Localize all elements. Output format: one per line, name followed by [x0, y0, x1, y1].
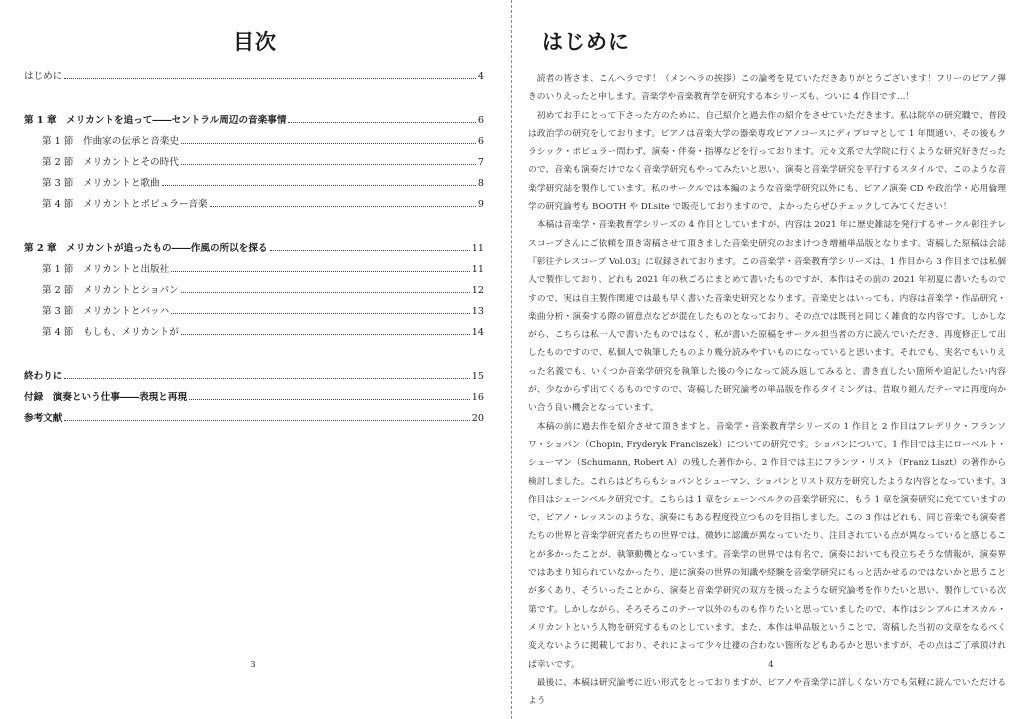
toc-entry-page: 6 — [477, 136, 484, 147]
toc-entry-page: 11 — [471, 243, 484, 254]
toc-entry-label: はじめに — [24, 71, 63, 82]
toc-entry-page: 15 — [471, 371, 484, 382]
intro-paragraph: 本稿の前に過去作を紹介させて頂きますと、音楽学・音楽教育学シリーズの 1 作目と 2 作目はフレデリク・フランソワ・ショパン（Chopin, Fryderyk Franciszek）についての研究です。ショパンについて、1 作目では主にローベルト・シューマン（Schumann, Robert A）の残した著作から、2 作目では主にフランツ・リスト（Franz Liszt）の著作から検討しました。これらはどちらもショパンとシューマン、ショパンとリスト双方を研究したような内容となっています。3 作目はシェーンベルク研究です。こちらは 1 章をシェーンベルクの音楽学研究に、もう 1 章を演奏研究に充てていますので、ピアノ・レッスンのような、演奏にもある程度役立つものを目指しました。この 3 作はどれも、同じ音楽でも演奏者たちの世界と音楽学研究者たちの世界では、微妙に認識が異なっていたり、注目されている点が異なっていると感じることが多かったことが、執筆動機となっています。音楽学の世界では有名で、演奏においても役立ちそうな情報が、演奏界ではあまり知られていなかったり、逆に演奏の世界の知識や経験を音楽学研究にもっと活かせるのではないかと思うことが多くあり、そういったことから、演奏と音楽学研究の双方を扱ったような研究論考を作りたいと思い、製作している次第です。しかしながら、そろそろこのテーマ以外のものも作りたいと思っていましたので、本作はシンプルにオスカル・メリカントという人物を研究するものとしています。また、本作は単品版ということで、寄稿した当初の文章をなるべく変えないように掲載しており、それによって少々辻褄の合わない箇所などもあるかと思いますが、その点はご了承頂ければ幸いです。 — [528, 421, 1006, 670]
toc-section[interactable] — [24, 324, 484, 345]
toc-entry-page: 6 — [477, 115, 484, 126]
toc-leader-dots — [64, 77, 476, 79]
toc-entry-page: 11 — [471, 264, 484, 275]
intro-body — [528, 70, 1006, 707]
toc-leader-dots — [162, 184, 476, 186]
toc-leader-dots — [270, 249, 470, 251]
toc-entry-label: 第 1 節 作曲家の伝承と音楽史 — [42, 136, 179, 147]
toc-leader-dots — [189, 398, 470, 400]
page-divider — [511, 0, 512, 719]
intro-paragraph: 本稿は音楽学・音楽教育学シリーズの 4 作目としていますが、内容は 2021 年に歴史雑誌を発行するサークル彰往テレスコープさんにご依頼を頂き寄稿させて頂きました音楽史研究のおまけつき増補単品版となります。寄稿した原稿は会誌『彰往テレスコープ Vol.03』に収録されております。この音楽学・音楽教育学シリーズは、1 作目から 3 作目までは私個人で製作しており、どれも 2021 年の秋ごろにまとめて書いたものですが、本作はその前の 2021 年初夏に書いたものですので、実は自主製作関連では最も早く書いた音楽史研究となります。音楽史とはいっても、内容は音楽学・作品研究・楽曲分析・演奏する際の留意点などが混在したものとなっており、その点では既刊と同じく雑食的な内容です。しかしながら、こちらは私一人で書いたものではなく、私が書いた原稿をサークル担当者の方に読んでいただき、再度修正して出したものですので、私個人で執筆したものより幾分読みやすいものになっていると思います。それでも、実名でもいりえった名義でも、いくつか音楽学研究を執筆した後の今になって読み返してみると、書き直したい箇所や追記したい内容が、少なからず出てくるものですので、寄稿した研究論考の単品版を作るタイミングは、昔取り組んだテーマに再度向かい合う良い機会となっています。 — [528, 220, 1006, 414]
toc-title: 目次 — [233, 29, 277, 54]
toc-leader-dots — [64, 419, 469, 421]
toc-section[interactable] — [24, 196, 484, 217]
toc-entry-label: 第 2 章 メリカントが追ったもの――作風の所以を探る — [24, 243, 268, 254]
toc-chapter[interactable] — [24, 368, 484, 389]
intro-paragraph: 初めてお手にとって下さった方のために、自己紹介と過去作の紹介をさせていただきます。私は院卒の研究職で、普段は政治学の研究をしております。ピアノは音楽大学の器楽専攻ピアノコースにディプロマとして 1 年間通い、その後もクラシック・ポピュラー問わず、演奏・伴奏・指導などを行っております。元々文系で大学院に行くような研究好きだったので、音楽も演奏だけでなく音楽学研究もやってみたいと思い、演奏と音楽学研究を平行するスタイルで、このような音楽学研究誌を製作しています。私のサークルでは本編のような音楽学研究以外にも、ピアノ演奏 CD や政治学・応用倫理学の研究論考も BOOTH や DLsite で販売しておりますので、よかったらぜひチェックしてみてください！ — [528, 110, 1006, 213]
toc-entry-label: 第 2 節 メリカントとその時代 — [42, 157, 179, 168]
toc-entry-label: 第 4 節 もしも、メリカントが — [42, 327, 179, 338]
toc-entry-page: 16 — [471, 392, 484, 403]
toc-entry-page: 4 — [477, 71, 484, 82]
toc-entry-label: 参考文献 — [24, 413, 63, 424]
toc-entry-page: 14 — [471, 327, 484, 338]
toc-chapter[interactable] — [24, 389, 484, 410]
toc-leader-dots — [181, 163, 476, 165]
toc-entry-page: 7 — [477, 157, 484, 168]
toc-leader-dots — [171, 270, 470, 272]
intro-paragraph: 最後に、本稿は研究論考に近い形式をとっておりますが、ピアノや音楽学に詳しくない方でも気軽に読んでいただけるよう — [528, 677, 1006, 707]
toc-leader-dots — [181, 291, 470, 293]
toc-section[interactable] — [24, 303, 484, 324]
page-number: 3 — [250, 660, 256, 670]
toc-entry-label: 終わりに — [24, 371, 63, 382]
toc-section[interactable] — [24, 282, 484, 303]
toc-section[interactable] — [24, 154, 484, 175]
toc-leader-dots — [64, 377, 469, 379]
toc-chapter[interactable] — [24, 410, 484, 431]
toc-entry-label: 第 4 節 メリカントとポピュラー音楽 — [42, 199, 208, 210]
toc-entry-label: 第 1 章 メリカントを追って――セントラル周辺の音楽事情 — [24, 115, 287, 126]
toc-list — [24, 68, 484, 431]
toc-leader-dots — [171, 312, 470, 314]
toc-section[interactable] — [24, 261, 484, 282]
toc-entry-page: 8 — [477, 178, 484, 189]
toc-entry-label: 第 2 節 メリカントとショパン — [42, 285, 179, 296]
toc-entry-page: 13 — [471, 306, 484, 317]
toc-leader-dots — [181, 142, 476, 144]
toc-entry-label: 第 3 節 メリカントとバッハ — [42, 306, 170, 317]
toc-chapter[interactable] — [24, 240, 484, 261]
toc-entry-page: 20 — [471, 413, 484, 424]
intro-paragraph: 読者の皆さま、こんへラです！（メンヘラの挨拶）この論考を見ていただきありがとうございます！フリーのピアノ弾きのいりえったと申します。音楽学や音楽教育学を研究する本シリーズも、ついに 4 作目です…！ — [528, 74, 1006, 103]
toc-section[interactable] — [24, 133, 484, 154]
toc-entry-page: 9 — [477, 199, 484, 210]
toc-entry-label: 第 3 節 メリカントと歌曲 — [42, 178, 160, 189]
toc-leader-dots — [288, 121, 475, 123]
toc-section[interactable] — [24, 175, 484, 196]
toc-entry-label: 第 1 節 メリカントと出版社 — [42, 264, 170, 275]
toc-leader-dots — [210, 205, 476, 207]
toc-leader-dots — [181, 333, 470, 335]
toc-entry-page: 12 — [471, 285, 484, 296]
toc-page — [0, 0, 510, 719]
intro-page — [514, 0, 1024, 719]
page-number: 4 — [768, 660, 774, 670]
toc-chapter[interactable] — [24, 112, 484, 133]
toc-entry-label: 付録 演奏という仕事――表現と再現 — [24, 392, 188, 403]
toc-entry[interactable] — [24, 68, 484, 89]
intro-title: はじめに — [542, 29, 630, 54]
